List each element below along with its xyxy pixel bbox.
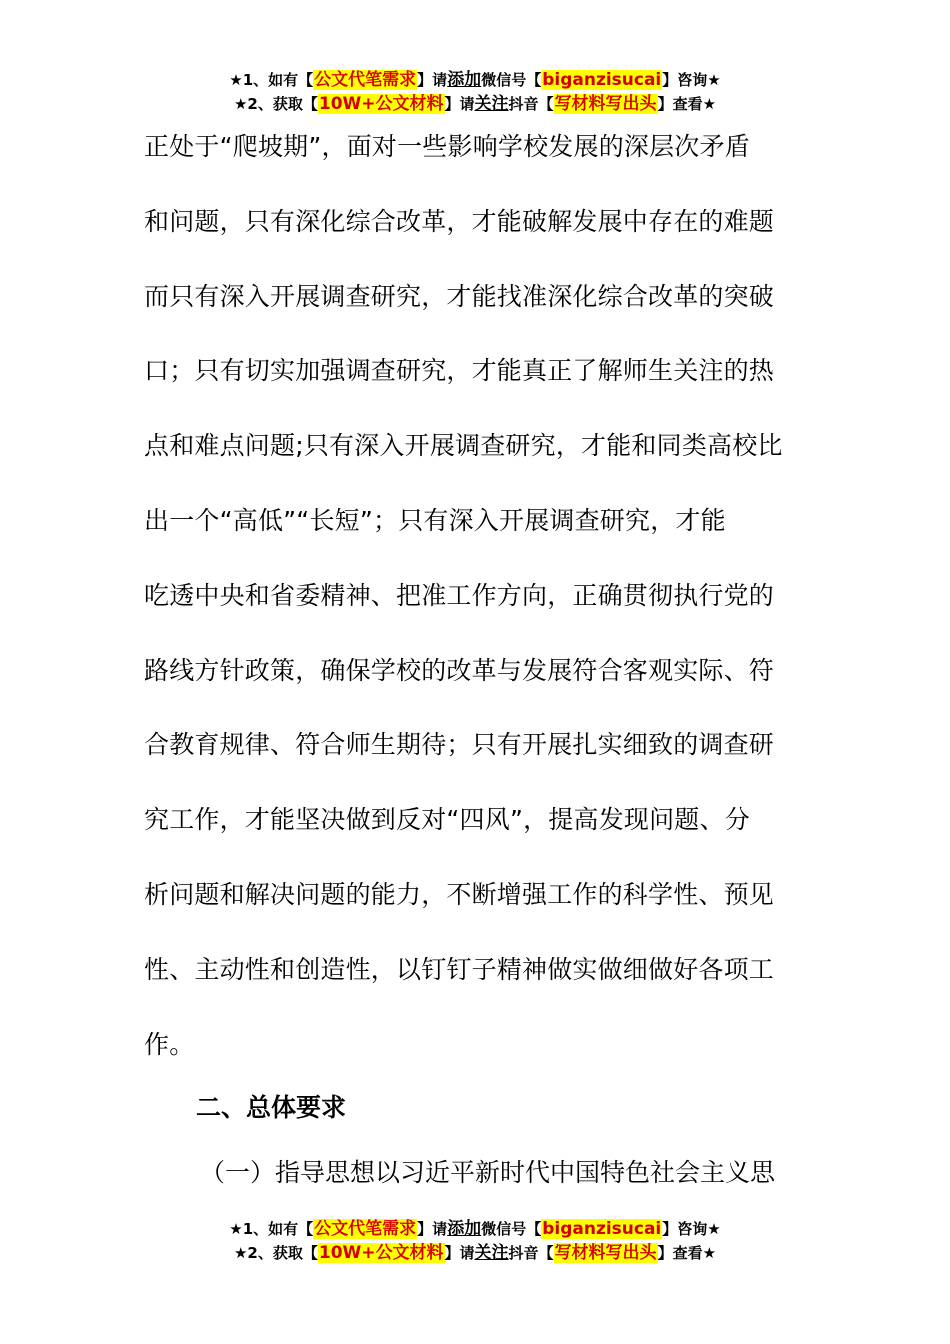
- body-line: 路线方针政策，确保学校的改革与发展符合客观实际、符: [144, 655, 775, 685]
- body-line: 出一个“高低”“长短”；只有深入开展调查研究，才能: [144, 505, 726, 535]
- banner-text: 】查看★: [657, 95, 717, 113]
- body-paragraph: [144, 110, 806, 1082]
- body-line: 作。: [144, 1029, 195, 1059]
- banner-highlight: 10W+公文材料: [318, 1243, 444, 1263]
- banner-text: 抖音【: [508, 1244, 554, 1262]
- banner-text: 微信号【: [481, 71, 542, 89]
- banner-text: 】请: [444, 95, 475, 113]
- banner-underline: 添加: [447, 1219, 482, 1239]
- banner-text: 抖音【: [508, 95, 554, 113]
- banner-text: 】查看★: [657, 1244, 717, 1262]
- body-line: 正处于“爬坡期”，面对一些影响学校发展的深层次矛盾: [144, 132, 750, 161]
- body-line: 合教育规律、符合师生期待；只有开展扎实细致的调查研: [144, 730, 775, 760]
- banner-line-1: [0, 1217, 950, 1241]
- banner-text: ★2、获取【: [233, 95, 318, 113]
- banner-highlight: biganzisucai: [542, 1219, 662, 1239]
- bottom-banner: [0, 1217, 950, 1265]
- banner-highlight: 写材料写出头: [554, 1243, 657, 1263]
- banner-highlight: 公文代笔需求: [314, 70, 417, 90]
- body-line: 点和难点问题;只有深入开展调查研究，才能和同类高校比: [144, 431, 783, 461]
- banner-text: 微信号【: [481, 1220, 542, 1238]
- banner-text: ★1、如有【: [229, 71, 314, 89]
- banner-text: 】请: [417, 71, 448, 89]
- banner-highlight: 写材料写出头: [554, 94, 657, 114]
- body-line: 究工作，才能坚决做到反对“四风”，提高发现问题、分: [144, 805, 750, 835]
- body-line: 口；只有切实加强调查研究，才能真正了解师生关注的热: [144, 356, 775, 386]
- banner-text: 】咨询★: [662, 1220, 721, 1238]
- banner-line-2: [0, 1241, 950, 1265]
- body-line: 性、主动性和创造性，以钉钉子精神做实做细做好各项工: [144, 954, 775, 984]
- body-line: 而只有深入开展调查研究，才能找准深化综合改革的突破: [144, 281, 775, 311]
- banner-text: 】请: [417, 1220, 448, 1238]
- sub-paragraph: （一）指导思想以习近平新时代中国特色社会主义思: [200, 1158, 776, 1187]
- banner-underline: 添加: [447, 70, 482, 90]
- banner-highlight: 公文代笔需求: [314, 1219, 417, 1239]
- banner-highlight: biganzisucai: [542, 70, 662, 90]
- body-line: 和问题，只有深化综合改革，才能破解发展中存在的难题: [144, 206, 775, 236]
- top-banner: [0, 68, 950, 116]
- banner-highlight: 10W+公文材料: [318, 94, 444, 114]
- banner-text: 】咨询★: [662, 71, 721, 89]
- banner-text: 】请: [444, 1244, 475, 1262]
- section-heading: 二、总体要求: [196, 1093, 347, 1122]
- body-line: 吃透中央和省委精神、把准工作方向，正确贯彻执行党的: [144, 580, 775, 610]
- banner-line-1: [0, 68, 950, 92]
- banner-text: ★2、获取【: [233, 1244, 318, 1262]
- banner-text: ★1、如有【: [229, 1220, 314, 1238]
- banner-underline: 关注: [474, 1243, 509, 1263]
- banner-underline: 关注: [474, 94, 509, 114]
- body-line: 析问题和解决问题的能力，不断增强工作的科学性、预见: [144, 879, 775, 909]
